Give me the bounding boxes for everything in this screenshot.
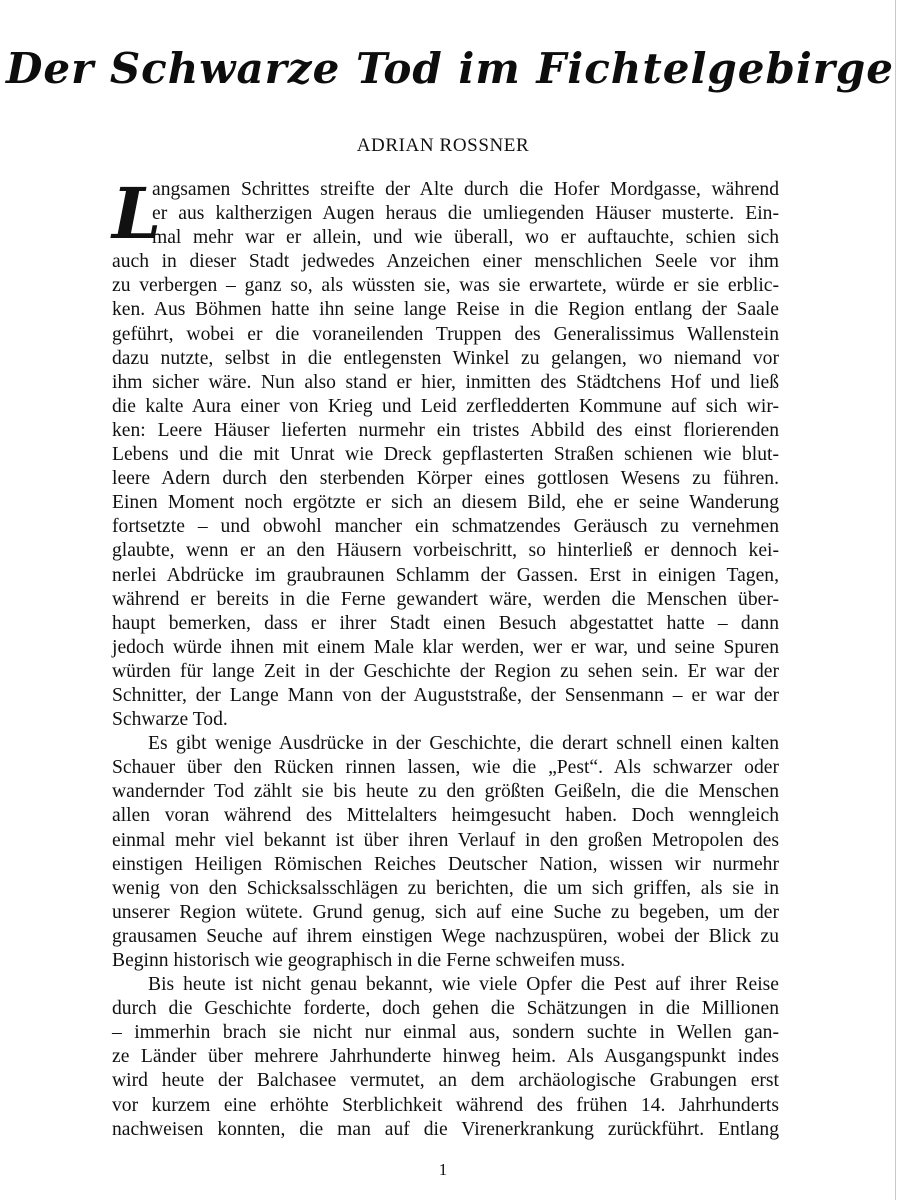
text-line: Einen Moment noch ergötzte er sich an diesem Bild, ehe er seine Wanderung	[112, 492, 779, 514]
text-line: wenig von den Schicksalsschlägen zu berichten, die um sich griffen, als sie in	[112, 877, 779, 899]
text-line: ken: Leere Häuser lieferten nurmehr ein tristes Abbild des einst florierenden	[112, 419, 779, 441]
page-title: Der Schwarze Tod im Fichtelgebirge	[5, 44, 895, 93]
text-line: während er bereits in die Ferne gewandert wäre, werden die Menschen über-	[112, 588, 779, 610]
text-line: mal mehr war er allein, und wie überall, wo er auftauchte, schien sich	[152, 227, 779, 249]
author-name: ADRIAN ROSSNER	[356, 135, 530, 156]
text-line: Beginn historisch wie geographisch in die Ferne schweifen muss.	[112, 950, 626, 971]
text-line: Bis heute ist nicht genau bekannt, wie viele Opfer die Pest auf ihrer Reise	[148, 974, 779, 996]
text-line: geführt, wobei er die voraneilenden Truppen des Generalissimus Wallenstein	[112, 323, 779, 345]
text-line: leere Adern durch den sterbenden Körper eines gottlosen Wesens zu führen.	[112, 468, 779, 490]
text-line: ze Länder über mehrere Jahrhunderte hinweg heim. Als Ausgangspunkt indes	[112, 1046, 779, 1068]
text-line: fortsetzte – und obwohl mancher ein schmatzendes Geräusch zu vernehmen	[112, 516, 779, 538]
text-line: ken. Aus Böhmen hatte ihn seine lange Reise in die Region entlang der Saale	[112, 299, 779, 321]
page-number: 1	[438, 1160, 448, 1179]
text-line: einmal mehr viel bekannt ist über ihren Verlauf in den großen Metropolen des	[112, 829, 779, 851]
text-line: einstigen Heiligen Römischen Reiches Deutscher Nation, wissen wir nurmehr	[112, 853, 779, 875]
text-line: die kalte Aura einer von Krieg und Leid zerfledderten Kommune auf sich wir-	[112, 395, 779, 417]
text-line: durch die Geschichte forderte, doch gehen die Schätzungen in die Millionen	[112, 998, 779, 1020]
text-line: ihm sicher wäre. Nun also stand er hier, inmitten des Städtchens Hof und ließ	[112, 371, 779, 393]
page-edge-divider	[895, 0, 896, 1200]
text-line: glaubte, wenn er an den Häusern vorbeischritt, so hinterließ er dennoch kei-	[112, 540, 779, 562]
text-line: wird heute der Balchasee vermutet, an dem archäologische Grabungen erst	[112, 1070, 779, 1092]
drop-cap-letter: L	[112, 172, 162, 255]
text-line: jedoch würde ihnen mit einem Male klar werden, wer er war, und seine Spuren	[112, 636, 779, 658]
text-line: Schauer über den Rücken rinnen lassen, wie die „Pest“. Als schwarzer oder	[112, 757, 779, 779]
text-line: auch in dieser Stadt jedwedes Anzeichen einer menschlichen Seele vor ihm	[112, 251, 779, 273]
text-line: unserer Region wütete. Grund genug, sich auf eine Suche zu begeben, um der	[112, 901, 779, 923]
text-line: nachweisen konnten, die man auf die Virenerkrankung zurückführt. Entlang	[112, 1118, 779, 1140]
text-line: vor kurzem eine erhöhte Sterblichkeit während des frühen 14. Jahrhunderts	[112, 1094, 779, 1116]
article-body	[112, 172, 779, 1142]
text-line: Lebens und die mit Unrat wie Dreck gepflasterten Straßen schienen wie blut-	[112, 444, 779, 466]
text-line: zu verbergen – ganz so, als wüssten sie, was sie erwartete, würde er sie erblic-	[112, 275, 779, 297]
text-line: – immerhin brach sie nicht nur einmal aus, sondern suchte in Wellen gan-	[112, 1022, 779, 1044]
text-line: Schwarze Tod.	[112, 709, 228, 731]
text-line: dazu nutzte, selbst in die entlegensten Winkel zu gelangen, wo niemand vor	[112, 347, 779, 369]
text-line: er aus kaltherzigen Augen heraus die umliegenden Häuser musterte. Ein-	[152, 203, 779, 225]
text-line: wandernder Tod zählt sie bis heute zu den größten Geißeln, die die Menschen	[112, 781, 779, 803]
text-line: grausamen Seuche auf ihrem einstigen Wege nachzuspüren, wobei der Blick zu	[112, 925, 779, 947]
text-line: würden für lange Zeit in der Geschichte der Region zu sehen sein. Er war der	[112, 660, 779, 682]
text-line: nerlei Abdrücke im graubraunen Schlamm der Gassen. Erst in einigen Tagen,	[112, 564, 779, 586]
text-line: Schnitter, der Lange Mann von der Auguststraße, der Sensenmann – er war der	[112, 684, 779, 706]
text-line: haupt bemerken, dass er ihrer Stadt einen Besuch abgestattet hatte – dann	[112, 612, 779, 634]
text-line: angsamen Schrittes streifte der Alte durch die Hofer Mordgasse, während	[152, 179, 779, 200]
text-line: Es gibt wenige Ausdrücke in der Geschichte, die derart schnell einen kalten	[148, 733, 779, 755]
text-line: allen voran während des Mittelalters heimgesucht haben. Doch wenngleich	[112, 805, 779, 827]
